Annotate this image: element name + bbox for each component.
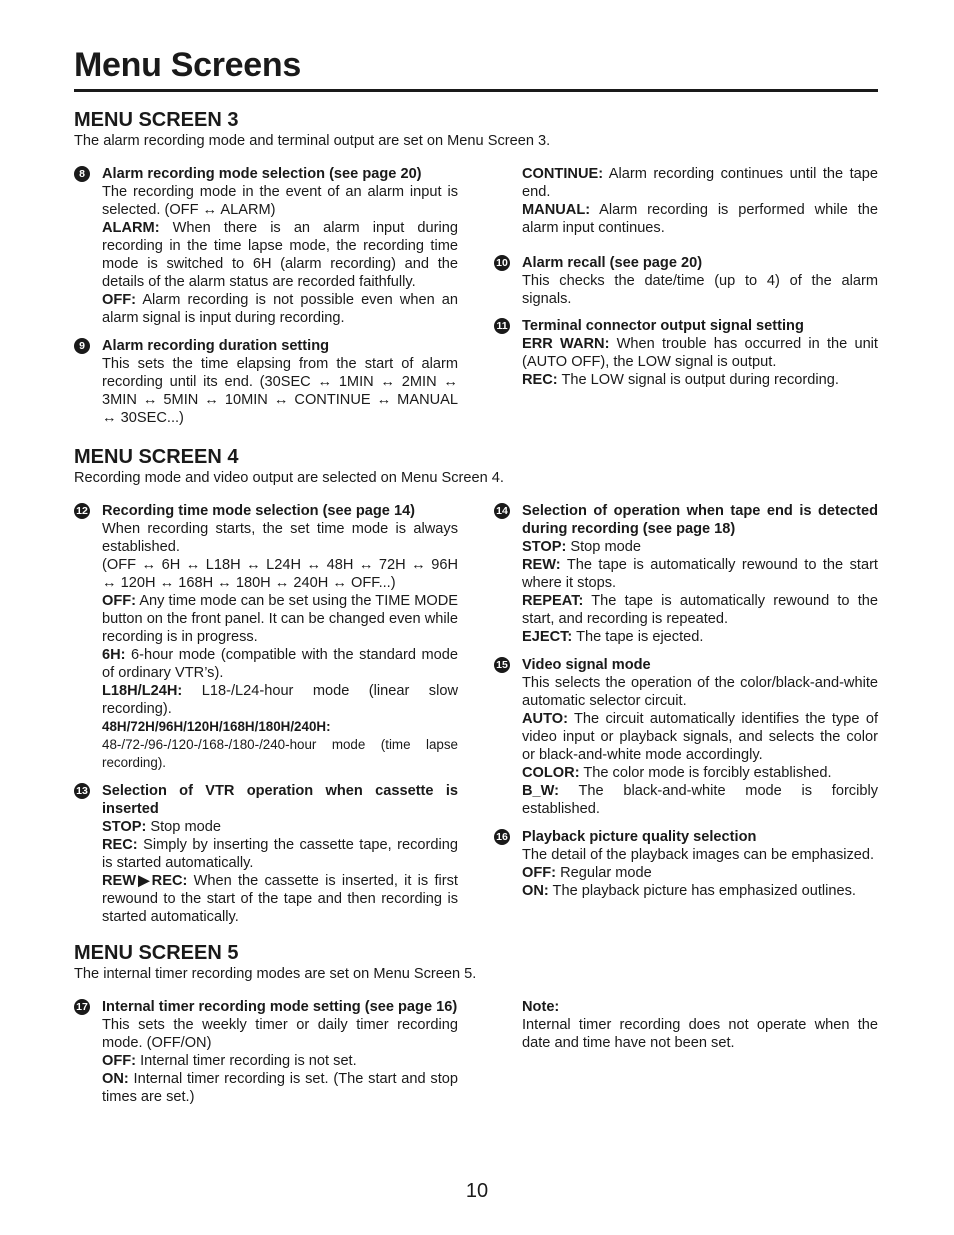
rec-text: The LOW signal is output during recording. [557,372,839,388]
repeat-label: REPEAT: [522,593,584,609]
eject-label: EJECT: [522,629,573,645]
menu-screen-5-right-column [494,998,878,1052]
off-text: Internal timer recording is not set. [136,1053,357,1069]
title-rule [74,89,878,92]
item-16 [494,828,878,900]
menu-screen-5-section [74,941,878,1105]
number-15-icon: 15 [494,657,510,673]
item-9-continued [494,165,878,237]
color-text: The color mode is forcibly established. [579,765,832,781]
off-label: OFF: [522,865,557,881]
manual-text: Alarm recording is performed while the alarm input continues. [522,202,878,236]
number-8-icon: 8 [74,166,90,182]
bw-label: B_W: [522,783,560,799]
err-warn-text: When trouble has occurred in the unit (AUTO OFF), the LOW signal is output. [522,336,878,370]
item-8-text: The recording mode in the event of an alarm input is selected. (OFF ↔ ALARM) [102,184,458,218]
item-12 [74,502,458,772]
item-12-heading: Recording time mode selection (see page 14) [102,503,416,519]
item-9 [74,337,458,427]
off-label: OFF: [102,1053,137,1069]
number-11-icon: 11 [494,318,510,334]
item-11 [494,317,878,389]
manual-label: MANUAL: [522,202,591,218]
menu-screen-4-section [74,445,878,925]
item-12-modes: (OFF ↔ 6H ↔ L18H ↔ L24H ↔ 48H ↔ 72H ↔ 96H ↔ 120H ↔ 168H ↔ 180H ↔ 240H ↔ OFF...) [102,557,458,591]
time-lapse-label: 48H/72H/96H/120H/168H/180H/240H: [102,719,331,734]
on-text: Internal timer recording is set. (The start and stop times are set.) [102,1071,458,1105]
rew-rec-text: When the cassette is inserted, it is first rewound to the start of the tape and then recording is started automatically. [102,873,458,925]
on-label: ON: [102,1071,129,1087]
item-16-heading: Playback picture quality selection [522,829,757,845]
item-14 [494,502,878,646]
rew-label: REW: [522,557,561,573]
menu-screen-4-left-column [74,502,458,934]
stop-text: Stop mode [146,819,221,835]
number-9-icon: 9 [74,338,90,354]
auto-text: The circuit automatically identifies the type of video input or playback signals, and selects the color or black-and-white mode accordingly. [522,711,878,763]
item-15 [494,656,878,818]
item-11-heading: Terminal connector output signal setting [522,318,804,334]
item-17 [74,998,458,1106]
menu-screen-3-left-column [74,165,458,435]
note-text: Internal timer recording does not operate when the date and time have not been set. [522,1017,878,1051]
item-17-heading: Internal timer recording mode setting (see page 16) [102,999,458,1015]
rew-text: The tape is automatically rewound to the start where it stops. [522,557,878,591]
6h-label: 6H: [102,647,126,663]
menu-screen-4-heading: MENU SCREEN 4 [74,446,239,468]
number-13-icon: 13 [74,783,90,799]
note [494,998,878,1052]
note-label: Note: [522,999,560,1015]
item-13 [74,782,458,926]
item-10-text: This checks the date/time (up to 4) of the alarm signals. [522,273,878,307]
repeat-text: The tape is automatically rewound to the start, and recording is repeated. [522,593,878,627]
item-9-heading: Alarm recording duration setting [102,338,330,354]
page-title: Menu Screens [74,46,301,84]
menu-screen-3-section [74,108,878,426]
menu-screen-3-heading: MENU SCREEN 3 [74,109,239,131]
item-9-text: This sets the time elapsing from the start of alarm recording until its end. (30SEC ↔ 1MIN ↔ 2MIN ↔ 3MIN ↔ 5MIN ↔ 10MIN ↔ CONTINUE ↔ MANUAL ↔ 30SEC...) [102,356,458,426]
menu-screen-4-right-column [494,502,878,908]
off-text: Any time mode can be set using the TIME MODE button on the front panel. It can be changed even while recording is in progress. [102,593,458,645]
number-10-icon: 10 [494,255,510,271]
rec-label: REC: [522,372,558,388]
6h-text: 6-hour mode (compatible with the standard mode of ordinary VTR’s). [102,647,458,681]
item-14-heading: Selection of operation when tape end is detected during recording (see page 18) [522,503,878,537]
off-text: Alarm recording is not possible even when an alarm signal is input during recording. [102,292,458,326]
alarm-text: When there is an alarm input during recording in the time lapse mode, the recording time mode is switched to 6H (alarm recording) and the details of the alarm status are recorded faithfully. [102,220,458,290]
item-8-heading: Alarm recording mode selection (see page 20) [102,166,422,182]
number-12-icon: 12 [74,503,90,519]
continue-label: CONTINUE: [522,166,604,182]
off-label: OFF: [102,593,137,609]
menu-screen-5-intro: The internal timer recording modes are set on Menu Screen 5. [74,966,477,982]
item-10 [494,254,878,308]
l18h-l24h-text: L18-/L24-hour mode (linear slow recording). [102,683,458,717]
eject-text: The tape is ejected. [572,629,704,645]
continue-text: Alarm recording continues until the tape end. [522,166,878,200]
number-17-icon: 17 [74,999,90,1015]
menu-screen-3-intro: The alarm recording mode and terminal output are set on Menu Screen 3. [74,133,551,149]
item-8-alarm [102,219,458,291]
item-13-heading: Selection of VTR operation when cassette is inserted [102,783,458,817]
err-warn-label: ERR WARN: [522,336,610,352]
menu-screen-5-heading: MENU SCREEN 5 [74,942,239,964]
item-17-text: This sets the weekly timer or daily timer recording mode. (OFF/ON) [102,1017,458,1051]
stop-label: STOP: [102,819,147,835]
auto-label: AUTO: [522,711,568,727]
menu-screen-4-intro: Recording mode and video output are selected on Menu Screen 4. [74,470,504,486]
item-16-text: The detail of the playback images can be emphasized. [522,847,875,863]
rec-text: Simply by inserting the cassette tape, recording is started automatically. [102,837,458,871]
number-14-icon: 14 [494,503,510,519]
off-text: Regular mode [556,865,652,881]
item-15-text: This selects the operation of the color/black-and-white automatic selector circuit. [522,675,878,709]
rew-rec-label: REW▶REC: [102,873,188,889]
item-12-text: When recording starts, the set time mode is always established. [102,521,458,555]
menu-screen-5-left-column [74,998,458,1114]
stop-text: Stop mode [566,539,641,555]
menu-screen-3-right-column [494,165,878,397]
number-16-icon: 16 [494,829,510,845]
stop-label: STOP: [522,539,567,555]
page-number: 10 [465,1180,489,1202]
l18h-l24h-label: L18H/L24H: [102,683,183,699]
on-text: The playback picture has emphasized outlines. [548,883,856,899]
off-label: OFF: [102,292,137,308]
time-lapse-text: 48-/72-/96-/120-/168-/180-/240-hour mode (time lapse recording). [102,737,458,770]
color-label: COLOR: [522,765,580,781]
item-8-off [102,291,458,327]
bw-text: The black-and-white mode is forcibly established. [522,783,878,817]
item-8 [74,165,458,327]
rec-label: REC: [102,837,138,853]
item-15-heading: Video signal mode [522,657,651,673]
item-10-heading: Alarm recall (see page 20) [522,255,703,271]
on-label: ON: [522,883,549,899]
alarm-label: ALARM: [102,220,160,236]
